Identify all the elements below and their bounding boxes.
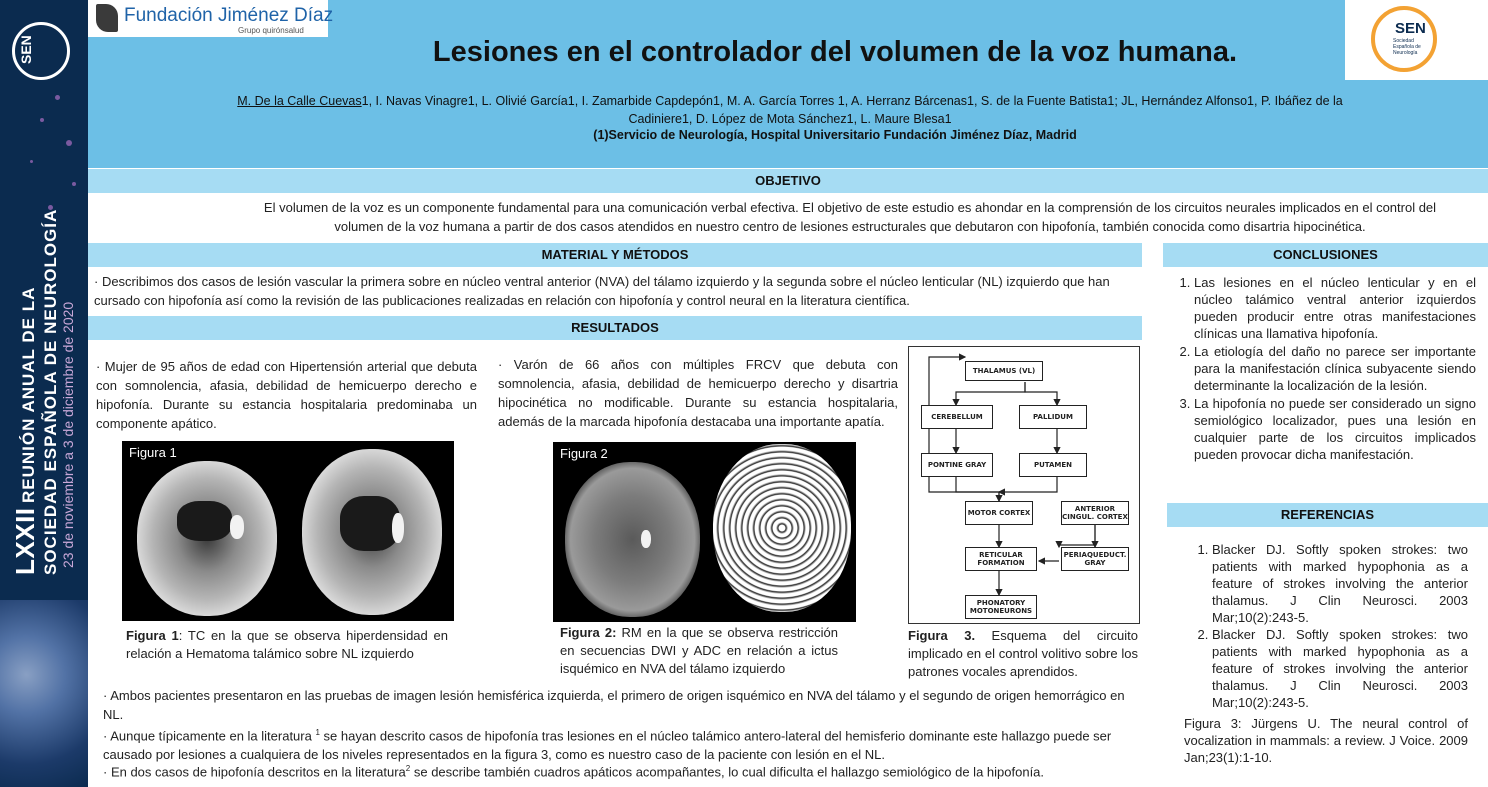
brain-illustration-icon — [0, 600, 88, 787]
list-item: 2. La etiología del daño no parece ser importante para la manifestación clínica subyacente siendo determinante la localización de la lesión. — [1194, 343, 1476, 394]
box-phonatory: PHONATORY MOTONEURONS — [965, 595, 1037, 619]
event-sidebar — [0, 0, 88, 787]
box-thalamus: THALAMUS (VL) — [965, 361, 1043, 381]
figure-2-caption: Figura 2: RM en la que se observa restricción en secuencias DWI y ADC en relación a ictus isquémico en NVA del tálamo izquierdo — [560, 625, 839, 676]
fjd-logo — [88, 0, 334, 37]
fjd-logo-sub: Grupo quirónsalud — [238, 26, 304, 35]
fjd-logo-name: Fundación Jiménez Díaz — [124, 5, 334, 26]
event-dates: 23 de noviembre a 3 de diciembre de 2020 — [60, 301, 76, 568]
event-title-vertical — [10, 209, 61, 575]
sen-logo-sub: Sociedad Española de Neurología — [1393, 38, 1421, 56]
list-item: 1. Las lesiones en el núcleo lenticular y en el núcleo talámico ventral anterior izquierdos pueden producir entre otras manifestaciones clínicas una llamativa hipofonía. — [1194, 274, 1476, 342]
box-pontine-gray: PONTINE GRAY — [921, 453, 993, 477]
figure-2-image — [553, 442, 856, 622]
event-line1: REUNIÓN ANUAL DE LA — [19, 286, 38, 504]
box-reticular: RETICULAR FORMATION — [965, 547, 1037, 571]
results-paragraph-2: · Aunque típicamente en la literatura $^1$ se hayan descrito casos de hipofonía tras lesiones en el núcleo talámico antero-lateral del hemisferio dominante este hallazgo puede ser causado por lesiones a cualquiera de los niveles representados en la figura 3, como es nuestro caso de la paciente con lesión en el NL. — [103, 728, 1112, 763]
results-paragraph-1: · Ambos pacientes presentaron en las pruebas de imagen lesión hemisférica izquierda, el primero de origen isquémico en NVA del tálamo y el segundo de origen hemorrágico en NL. — [103, 688, 1125, 722]
list-item: 1. Blacker DJ. Softly spoken strokes: two patients with marked hypophonia as a feature of strokes involving the anterior thalamus. J Clin Neurosci. 2003 Mar;10(2):243-5. — [1212, 541, 1468, 626]
case1-text: · Mujer de 95 años de edad con Hipertensión arterial que debuta con somnolencia, afasia, debilidad de hemicuerpo derecho e hipofonía. Durante su estancia hospitalaria predominaba un componente apático. — [96, 359, 477, 431]
event-line2: SOCIEDAD ESPAÑOLA DE NEUROLOGÍA — [41, 208, 60, 575]
event-number: LXXII — [10, 507, 40, 575]
sen-logo — [1345, 0, 1488, 80]
sen-logo-text: SEN — [1395, 20, 1426, 37]
resultados-heading: RESULTADOS — [88, 316, 1142, 340]
figure-1-image — [122, 441, 454, 621]
authors — [210, 92, 1370, 128]
box-pallidum: PALLIDUM — [1019, 405, 1087, 429]
figure-2-label: Figura 2 — [560, 446, 608, 461]
reference-figure-3: Figura 3: Jürgens U. The neural control of vocalization in mammals: a review. J Voice. 2009 Jan;23(1):1-10. — [1184, 716, 1468, 765]
conclusiones-list — [1168, 274, 1476, 464]
first-author: M. De la Calle Cuevas — [237, 94, 362, 108]
figure-1-label: Figura 1 — [129, 445, 177, 460]
diagram-arrows — [909, 347, 1141, 625]
mri-adc-icon — [713, 444, 851, 612]
sidebar-logo-text: SEN — [18, 35, 34, 64]
case2-text: · Varón de 66 años con múltiples FRCV que debuta con somnolencia, afasia, debilidad de hemicuerpo derecho y disartria hipocinética no modificable. Durante su estancia hospitalaria, además de la marcada hipofonía destacaba una importante apatía. — [498, 357, 898, 429]
referencias-heading: REFERENCIAS — [1167, 503, 1488, 527]
results-paragraph-3: · En dos casos de hipofonía descritos en la literatura$^2$ se describe también cuadros apáticos acompañantes, lo cual dificulta el hallazgo semiológico de la hipofonía. — [103, 764, 1045, 780]
box-periaqueduct: PERIAQUEDUCT. GRAY — [1061, 547, 1129, 571]
box-anterior-cingul: ANTERIOR CINGUL. CORTEX — [1061, 501, 1129, 525]
figure-3-caption: Figura 3. Esquema del circuito implicado en el control volitivo sobre los patrones vocales aprendidos. — [908, 628, 1138, 679]
other-authors: 1, I. Navas Vinagre1, L. Olivié García1, I. Zamarbide Capdepón1, M. A. García Torres 1, A. Herranz Bárcenas1, S. de la Fuente Batista1; JL, Hernández Alfonso1, P. Ibáñez de la Cadiniere1, D. López de Mota Sánchez1, L. Maure Blesa1 — [361, 94, 1343, 126]
box-motor-cortex: MOTOR CORTEX — [965, 501, 1033, 525]
poster-title: Lesiones en el controlador del volumen de la voz humana. — [432, 36, 1238, 68]
metodos-heading: MATERIAL Y MÉTODOS — [88, 243, 1142, 267]
mri-dwi-icon — [565, 462, 700, 617]
figure-3-diagram — [908, 346, 1140, 624]
fjd-mark-icon — [96, 4, 118, 32]
figure-1-caption: Figura 1: TC en la que se observa hiperdensidad en relación a Hematoma talámico sobre NL izquierdo — [126, 628, 448, 661]
objetivo-text: El volumen de la voz es un componente fundamental para una comunicación verbal efectiva. El objetivo de este estudio es ahondar en la comprensión de los circuitos neurales implicados en el control del volumen de la voz humana a partir de dos casos atendidos en nuestro centro de lesiones estructurales que debutaron con hipofonía, también conocida como disartria hipocinética. — [263, 200, 1437, 234]
affiliation: (1)Servicio de Neurología, Hospital Universitario Fundación Jiménez Díaz, Madrid — [593, 128, 1077, 142]
box-putamen: PUTAMEN — [1019, 453, 1087, 477]
box-cerebellum: CEREBELLUM — [921, 405, 993, 429]
metodos-text: · Describimos dos casos de lesión vascular la primera sobre en núcleo ventral anterior (NVA) del tálamo izquierdo y la segunda sobre el núcleo lenticular (NL) izquierdo que han cursado con hipofonía así como la revisión de las publicaciones realizadas en relación con hipofonía y control neural en la literatura científica. — [94, 274, 1110, 308]
list-item: 3. La hipofonía no puede ser considerado un signo semiológico localizador, pues una lesión en cualquier parte de los circuitos implicados pueden provocar dicha manifestación. — [1194, 395, 1476, 463]
list-item: 2. Blacker DJ. Softly spoken strokes: two patients with marked hypophonia as a feature of strokes involving the anterior thalamus. J Clin Neurosci. 2003 Mar;10(2):243-5. — [1212, 626, 1468, 711]
objetivo-heading: OBJETIVO — [88, 169, 1488, 193]
referencias-list — [1184, 541, 1468, 711]
conclusiones-heading: CONCLUSIONES — [1163, 243, 1488, 267]
